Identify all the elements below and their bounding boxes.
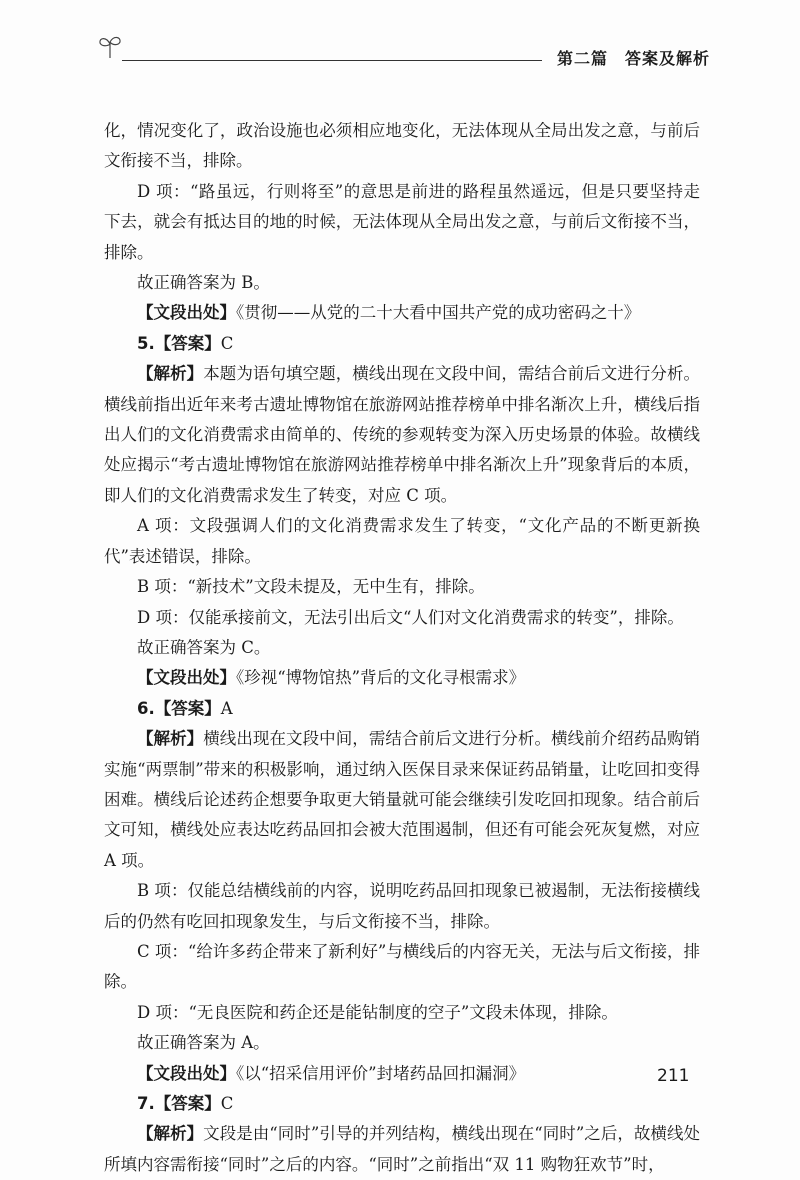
paragraph (104, 116, 700, 177)
paragraph-text: C 项：“给许多药企带来了新利好”与横线后的内容无关，无法与后文衔接，排除。 (104, 941, 700, 992)
section-tag: 7.【答案】 (137, 1094, 221, 1113)
page-header (96, 28, 710, 72)
section-tag: 【文段出处】 (137, 1063, 236, 1083)
paragraph (104, 1089, 700, 1119)
paragraph (104, 633, 700, 663)
paragraph (104, 603, 700, 633)
paragraph (104, 572, 700, 602)
paragraph-text: 本题为语句填空题，横线出现在文段中间，需结合前后文进行分析。横线前指出近年来考古遗址博物馆在旅游网站推荐榜单中排名渐次上升，横线后指出人们的文化消费需求由简单的、传统的参观转变为深入历史场景的体验。故横线处应揭示“考古遗址博物馆在旅游网站推荐榜单中排名渐次上升”现象背后的本质，即人们的文化消费需求发生了转变，对应 C 项。 (104, 364, 701, 505)
paragraph (104, 663, 700, 693)
paragraph-text: B 项：仅能总结横线前的内容，说明吃药品回扣现象已被遏制，无法衔接横线后的仍然有吃回扣现象发生，与后文衔接不当，排除。 (104, 881, 700, 931)
paragraph-text: C (220, 333, 234, 353)
paragraph (104, 1119, 700, 1180)
paragraph-text: D 项：“路虽远，行则将至”的意思是前进的路程虽然遥远，但是只要坚持走下去，就会有抵达目的地的时候，无法体现从全局出发之意，与前后文衔接不当，排除。 (104, 181, 700, 262)
paragraph-text: 故正确答案为 A。 (137, 1033, 270, 1053)
paragraph-text: B 项：“新技术”文段未提及，无中生有，排除。 (137, 577, 485, 597)
paragraph (104, 1028, 700, 1058)
paragraph (104, 998, 700, 1028)
answer-explanations (104, 116, 700, 1180)
paragraph-text: 文段是由“同时”引导的并列结构，横线出现在“同时”之后，故横线处所填内容需衔接“同时”之后的内容。“同时”之前指出“双 11 购物狂欢节”时， (104, 1124, 701, 1174)
paragraph-text: D 项：仅能承接前文，无法引出后文“人们对文化消费需求的转变”，排除。 (137, 607, 684, 627)
section-tag: 5.【答案】 (137, 333, 221, 353)
paragraph-text: 化，情况变化了，政治设施也必须相应地变化，无法体现从全局出发之意，与前后文衔接不当，排除。 (104, 121, 700, 171)
paragraph (104, 937, 700, 998)
paragraph-text: 《珍视“博物馆热”背后的文化寻根需求》 (236, 668, 526, 688)
paragraph (104, 876, 700, 937)
paragraph (104, 268, 700, 298)
paragraph-text: D 项：“无良医院和药企还是能钻制度的空子”文段未体现，排除。 (137, 1002, 618, 1022)
paragraph-text: 故正确答案为 C。 (137, 637, 271, 657)
paragraph-text: C (220, 1094, 234, 1113)
chapter-title: 第二篇 答案及解析 (556, 49, 710, 68)
page-number: 211 (657, 1066, 690, 1086)
paragraph (104, 359, 700, 511)
paragraph-text: A (220, 698, 233, 718)
section-tag: 【解析】 (137, 1124, 204, 1144)
section-tag: 【文段出处】 (137, 303, 236, 323)
paragraph-text: 横线出现在文段中间，需结合前后文进行分析。横线前介绍药品购销实施“两票制”带来的积极影响，通过纳入医保目录来保证药品销量，让吃回扣变得困难。横线后论述药企想要争取更大销量就可能会继续引发吃回扣现象。结合前后文可知，横线处应表达吃药品回扣会被大范围遏制，但还有可能会死灰复燃，对应 A 项。 (104, 729, 701, 870)
paragraph (104, 1059, 700, 1089)
paragraph (104, 177, 700, 268)
section-tag: 【文段出处】 (137, 668, 236, 688)
paragraph (104, 329, 700, 359)
section-tag: 【解析】 (137, 364, 204, 384)
paragraph (104, 694, 700, 724)
section-tag: 6.【答案】 (137, 698, 221, 718)
paragraph (104, 511, 700, 572)
paragraph-text: A 项：文段强调人们的文化消费需求发生了转变，“文化产品的不断更新换代”表述错误，排除。 (104, 516, 700, 566)
paragraph-text: 《贯彻——从党的二十大看中国共产党的成功密码之十》 (236, 303, 641, 323)
paragraph (104, 724, 700, 876)
header-rule (122, 60, 542, 61)
paragraph-text: 《以“招采信用评价”封堵药品回扣漏洞》 (236, 1063, 526, 1083)
paragraph-text: 故正确答案为 B。 (137, 273, 270, 293)
section-tag: 【解析】 (137, 729, 204, 749)
paragraph (104, 298, 700, 328)
sprout-icon (96, 32, 124, 60)
